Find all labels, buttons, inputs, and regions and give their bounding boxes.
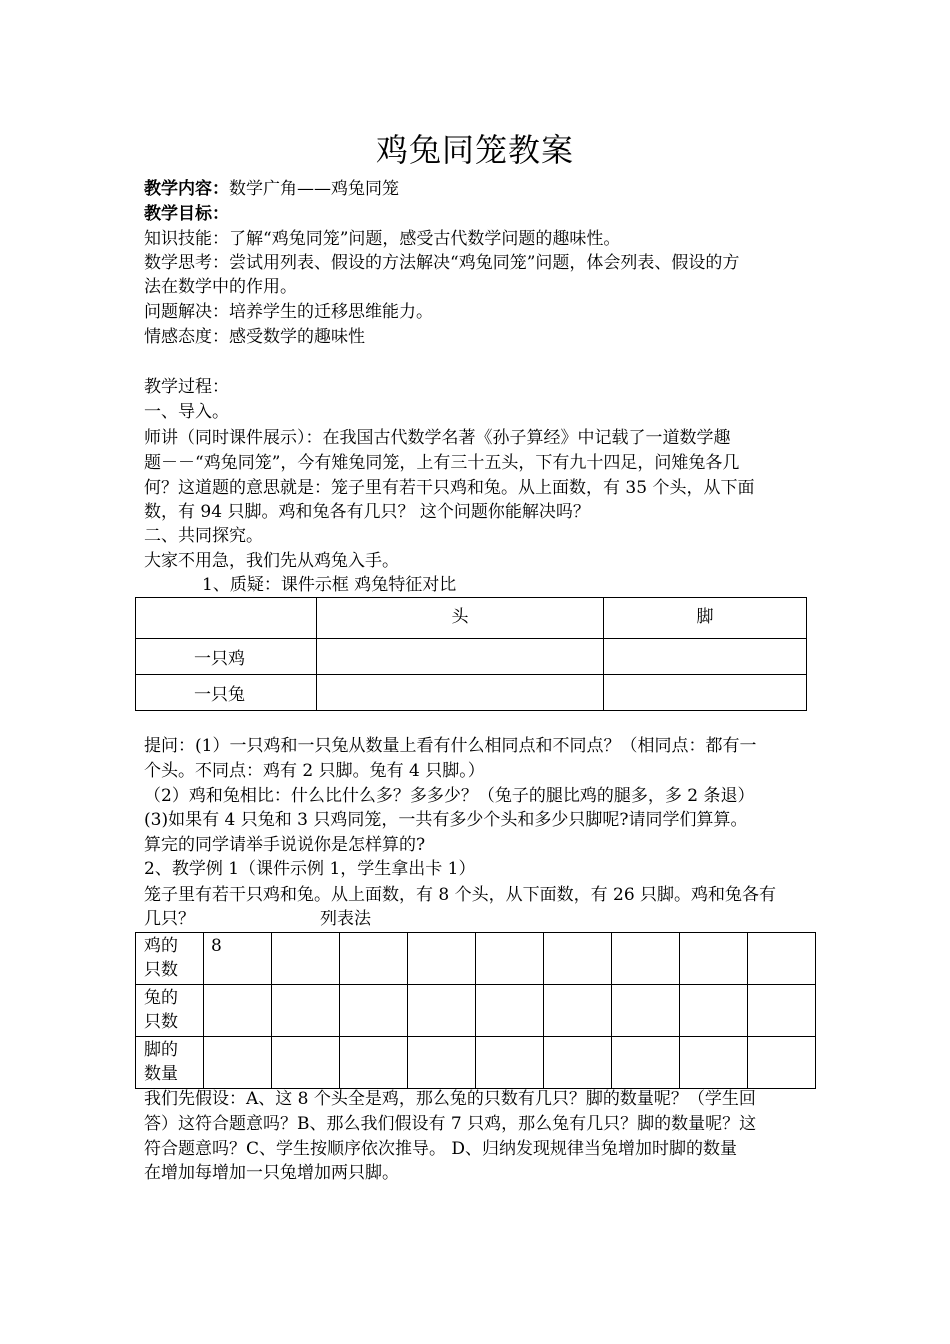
table-cell <box>408 1037 476 1089</box>
goal-attitude: 情感态度：感受数学的趣味性 <box>144 327 365 347</box>
table-cell <box>748 933 816 985</box>
method-label: 列表法 <box>320 909 371 929</box>
row-label-line-1: 鸡的 <box>144 936 178 956</box>
example-text-line-2: 几只？ <box>144 909 195 929</box>
table-cell <box>612 933 680 985</box>
table-cell <box>680 933 748 985</box>
intro-para-line-1: 师讲（同时课件展示）：在我国古代数学名著《孙子算经》中记载了一道数学趣 <box>144 428 731 448</box>
table-row <box>136 675 807 711</box>
table-cell <box>748 1037 816 1089</box>
table-row <box>136 933 816 985</box>
table-cell <box>340 1037 408 1089</box>
row-label: 一只鸡 <box>136 639 317 675</box>
row-label-line-1: 脚的 <box>144 1040 178 1060</box>
process-heading: 教学过程： <box>144 377 229 397</box>
question-2: （2）鸡和兔相比：什么比什么多？多多少？（兔子的腿比鸡的腿多，多 2 条退） <box>144 786 755 806</box>
goal-thinking-line-1: 数学思考：尝试用列表、假设的方法解决“鸡兔同笼”问题，体会列表、假设的方 <box>144 253 740 273</box>
table-cell <box>340 933 408 985</box>
header-cell: 脚 <box>604 598 807 639</box>
table-row <box>136 1037 816 1089</box>
table-cell <box>476 1037 544 1089</box>
row-label-line-1: 兔的 <box>144 988 178 1008</box>
conclusion-line-1: 我们先假设：A、这 8 个头全是鸡，那么兔的只数有几只？脚的数量呢？（学生回 <box>144 1089 756 1109</box>
table-cell <box>604 675 807 711</box>
table-cell <box>680 985 748 1037</box>
list-table <box>135 932 816 1089</box>
question-1-line-2: 个头。不同点：鸡有 2 只脚。兔有 4 只脚。） <box>144 761 485 781</box>
section-explore: 二、共同探究。 <box>144 526 263 546</box>
row-label <box>136 1037 204 1089</box>
table-cell <box>204 985 272 1037</box>
table-cell <box>272 985 340 1037</box>
content-line <box>144 177 399 201</box>
header-cell <box>136 598 317 639</box>
table-row <box>136 598 807 639</box>
intro-para-line-4: 数，有 94 只脚。鸡和兔各有几只？ 这个问题你能解决吗？ <box>144 502 590 522</box>
table-cell: 8 <box>204 933 272 985</box>
conclusion-line-4: 在增加每增加一只兔增加两只脚。 <box>144 1163 399 1183</box>
table-row <box>136 639 807 675</box>
explore-para: 大家不用急，我们先从鸡兔入手。 <box>144 551 399 571</box>
section-intro: 一、导入。 <box>144 402 229 422</box>
intro-para-line-3: 何？这道题的意思就是：笼子里有若干只鸡和兔。从上面数，有 35 个头，从下面 <box>144 478 755 498</box>
table-cell <box>340 985 408 1037</box>
row-label-line-2: 只数 <box>144 1012 178 1032</box>
table-cell <box>680 1037 748 1089</box>
table-cell <box>748 985 816 1037</box>
table-cell <box>544 985 612 1037</box>
content-value: 数学广角——鸡兔同笼 <box>229 179 399 199</box>
document-title: 鸡兔同笼教案 <box>375 131 574 169</box>
table-row <box>136 985 816 1037</box>
header-cell: 头 <box>317 598 604 639</box>
conclusion-line-2: 答）这符合题意吗？B、那么我们假设有 7 只鸡，那么兔有几只？脚的数量呢？这 <box>144 1114 757 1134</box>
table-cell <box>612 1037 680 1089</box>
table-cell <box>604 639 807 675</box>
row-label <box>136 985 204 1037</box>
table-cell <box>408 933 476 985</box>
example-heading: 2、教学例 1（课件示例 1，学生拿出卡 1） <box>144 859 476 879</box>
goal-knowledge: 知识技能：了解“鸡兔同笼”问题，感受古代数学问题的趣味性。 <box>144 229 621 249</box>
row-label-line-2: 数量 <box>144 1064 178 1084</box>
row-label <box>136 933 204 985</box>
goal-problem-solving: 问题解决：培养学生的迁移思维能力。 <box>144 302 433 322</box>
table-cell <box>408 985 476 1037</box>
question-3-line-2: 算完的同学请举手说说你是怎样算的? <box>144 835 426 855</box>
table-cell <box>544 933 612 985</box>
table-cell <box>272 933 340 985</box>
conclusion-line-3: 符合题意吗？C、学生按顺序依次推导。 D、归纳发现规律当兔增加时脚的数量 <box>144 1139 738 1159</box>
question-1-line-1: 提问：(1）一只鸡和一只兔从数量上看有什么相同点和不同点？（相同点：都有一 <box>144 736 757 756</box>
example-text-line-1: 笼子里有若干只鸡和兔。从上面数，有 8 个头，从下面数，有 26 只脚。鸡和兔各有 <box>144 885 777 905</box>
table-cell <box>317 639 604 675</box>
table-cell <box>317 675 604 711</box>
table-cell <box>476 933 544 985</box>
table-cell <box>476 985 544 1037</box>
row-label: 一只兔 <box>136 675 317 711</box>
question-caption: 1、质疑：课件示框 鸡兔特征对比 <box>202 575 457 595</box>
row-label-line-2: 只数 <box>144 960 178 980</box>
goal-thinking-line-2: 法在数学中的作用。 <box>144 277 297 297</box>
intro-para-line-2: 题－－“鸡兔同笼”，今有雉兔同笼，上有三十五头，下有九十四足，问雉兔各几 <box>144 453 740 473</box>
goals-label: 教学目标： <box>144 204 229 224</box>
content-label: 教学内容： <box>144 179 229 199</box>
table-cell <box>612 985 680 1037</box>
question-3-line-1: (3)如果有 4 只兔和 3 只鸡同笼，一共有多少个头和多少只脚呢?请同学们算算。 <box>144 810 748 830</box>
compare-table <box>135 597 807 711</box>
table-cell <box>204 1037 272 1089</box>
table-cell <box>544 1037 612 1089</box>
table-cell <box>272 1037 340 1089</box>
